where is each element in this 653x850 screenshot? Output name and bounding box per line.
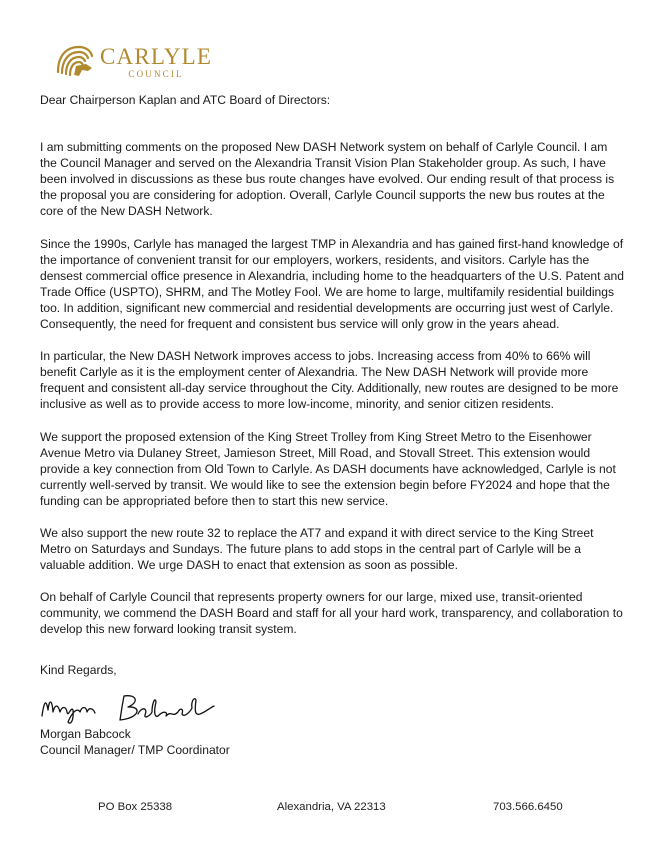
paragraph-2: Since the 1990s, Carlyle has managed the largest TMP in Alexandria and has gained first-hand knowledge of the importance of convenient transit for our employers, workers, residents, and visitors. Carlyle has the densest commercial office presence in Alexandria, including home to the headquarters of the U.S. Patent and Trade Office (USPTO), SHRM, and The Motley Fool. We are home to large, multifamily residential buildings too. In addition, significant new commercial and residential developments are occurring just west of Carlyle. Consequently, the need for frequent and consistent bus service will only grow in the years ahead. — [40, 236, 624, 332]
paragraph-5: We also support the new route 32 to replace the AT7 and expand it with direct service to the King Street Metro on Saturdays and Sundays. The future plans to add stops in the central part of Carlyle will be a valuable addition. We urge DASH to enact that extension as soon as possible. — [40, 525, 594, 573]
signature-name: Morgan Babcock — [40, 726, 131, 741]
letterhead — [52, 42, 212, 82]
footer-city: Alexandria, VA 22313 — [277, 801, 386, 813]
paragraph-6: On behalf of Carlyle Council that represents property owners for our large, mixed use, transit-oriented community, we commend the DASH Board and staff for all your hard work, transparency, and collaboration to develop this new forward looking transit system. — [40, 590, 623, 637]
paragraph-4: We support the proposed extension of the King Street Trolley from King Street Metro to the Eisenhower Avenue Metro via Dulaney Street, Jamieson Street, Mill Road, and Stovall Street. This extension would provide a key connection from Old Town to Carlyle. As DASH documents have acknowledged, Carlyle is not currently well-served by transit. We would like to see the extension begin before FY2024 and hope that the funding can be appropriated before then to start this new service. — [40, 429, 616, 508]
salutation: Dear Chairperson Kaplan and ATC Board of Directors: — [40, 93, 331, 107]
paragraph-1: I am submitting comments on the proposed New DASH Network system on behalf of Carlyle Council. I am the Council Manager and served on the Alexandria Transit Vision Plan Stakeholder group. As such, I have been involved in discussions as these bus route changes have evolved. Our ending result of that process is the proposal you are considering for adoption. Overall, Carlyle Council supports the new bus routes at the core of the New DASH Network. — [40, 140, 615, 219]
footer-po-box: PO Box 25338 — [98, 801, 173, 813]
letterhead-name: CARLYLE — [100, 44, 213, 69]
letterhead-subtitle: COUNCIL — [128, 69, 184, 79]
footer-phone: 703.566.6450 — [493, 801, 563, 813]
letter-body — [40, 92, 625, 758]
closing: Kind Regards, — [40, 662, 117, 677]
paragraph-3: In particular, the New DASH Network improves access to jobs. Increasing access from 40% to 66% will benefit Carlyle as it is the employment center of Alexandria. The New DASH Network will provide more frequent and consistent all-day service throughout the City. Additionally, new routes are designed to be more inclusive as well as to provide access to more low-income, minority, and senior citizen residents. — [40, 349, 619, 412]
signature-title: Council Manager/ TMP Coordinator — [40, 742, 230, 757]
handwritten-signature — [40, 692, 220, 726]
lion-head-logo-icon — [52, 42, 96, 82]
